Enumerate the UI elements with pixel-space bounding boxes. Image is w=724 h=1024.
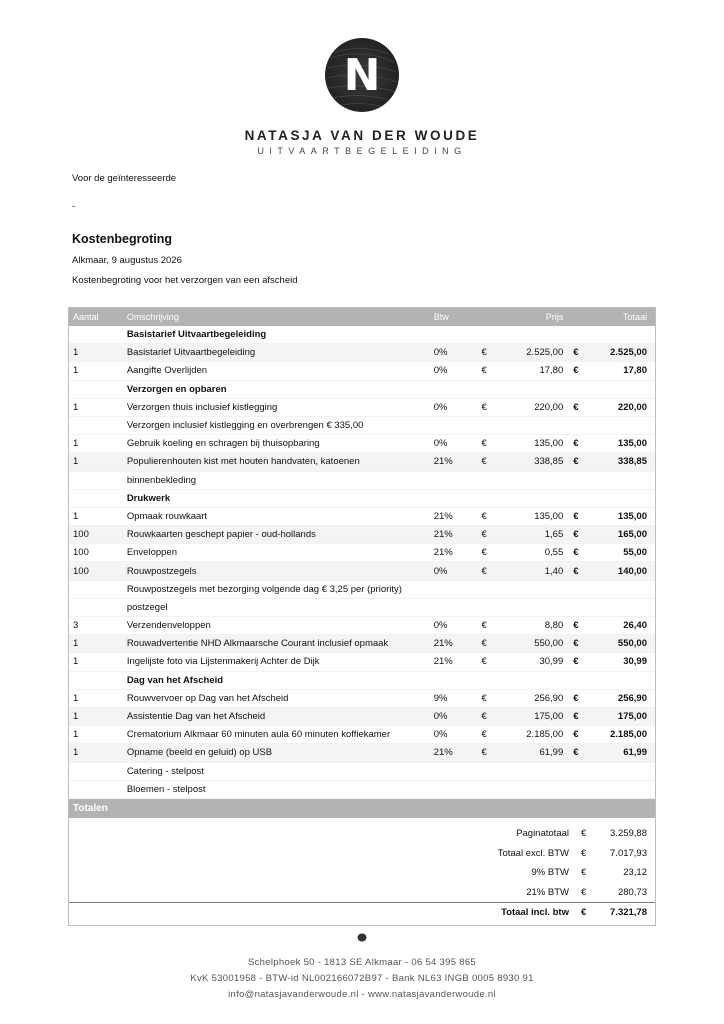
- cell-prijs: 256,90: [534, 692, 564, 704]
- cell-omschrijving: Drukwerk: [126, 492, 171, 504]
- cell-currency: €: [573, 565, 579, 577]
- document-description: Kostenbegroting voor het verzorgen van een afscheid: [72, 275, 298, 286]
- header-aantal: Aantal: [73, 312, 99, 322]
- totals-header: Totalen: [69, 799, 655, 818]
- cell-prijs: 2.185,00: [526, 729, 564, 741]
- cell-omschrijving: Basistarief Uitvaartbegeleiding: [126, 347, 256, 359]
- cell-totaal: 256,90: [617, 692, 647, 704]
- cell-currency: €: [573, 729, 579, 741]
- cell-prijs: 1,65: [544, 529, 564, 541]
- brand-subtitle: UITVAARTBEGELEIDING: [257, 146, 467, 156]
- totals-label: 9% BTW: [531, 867, 569, 879]
- cell-btw: 21%: [433, 547, 453, 559]
- cell-prijs: 175,00: [534, 711, 564, 723]
- table-row: [69, 544, 655, 562]
- cell-prijs: 8,80: [544, 620, 564, 632]
- footer-logo-icon: [357, 933, 367, 942]
- cell-prijs: 135,00: [534, 510, 564, 522]
- footer-registration: KvK 53001958 - BTW-id NL002166072B97 - Bank NL63 INGB 0005 8930 91: [190, 973, 534, 984]
- cost-table: [68, 307, 656, 926]
- cell-omschrijving: Dag van het Afscheid: [126, 674, 224, 686]
- totals-value: 7.017,93: [610, 847, 647, 859]
- table-note-row: [69, 763, 655, 781]
- cell-totaal: 55,00: [623, 547, 647, 559]
- table-row: [69, 562, 655, 580]
- header-totaal: Totaal: [622, 312, 647, 322]
- cell-prijs: 2.525,00: [526, 347, 564, 359]
- cell-prijs: 17,80: [539, 365, 564, 377]
- cell-aantal: 1: [73, 692, 79, 704]
- cell-currency: €: [573, 510, 579, 522]
- cell-omschrijving: Catering - stelpost: [126, 765, 204, 777]
- cell-totaal: 17,80: [623, 365, 647, 377]
- cell-aantal: 1: [73, 638, 79, 650]
- totals-value: 3.259,88: [610, 828, 647, 840]
- cell-totaal: 220,00: [617, 401, 647, 413]
- totals-row: [69, 882, 655, 902]
- table-row: [69, 635, 655, 653]
- cell-omschrijving: Verzorgen en opbaren: [126, 383, 227, 395]
- recipient: Voor de geïnteresseerde: [72, 173, 177, 184]
- recipient-dash: -: [72, 201, 76, 212]
- cell-currency: €: [481, 365, 487, 377]
- cell-currency: €: [573, 438, 579, 450]
- brand-name: NATASJA VAN DER WOUDE: [244, 128, 480, 143]
- cell-btw: 21%: [433, 456, 453, 468]
- cell-omschrijving: Verzorgen inclusief kistlegging en overbrengen € 335,00: [126, 420, 364, 432]
- cell-currency: €: [573, 656, 579, 668]
- cell-prijs: 1,40: [544, 565, 564, 577]
- cell-currency: €: [481, 729, 487, 741]
- cell-aantal: 100: [73, 547, 89, 559]
- cell-omschrijving: postzegel: [126, 601, 168, 613]
- cell-btw: 21%: [433, 529, 453, 541]
- table-group-row: [69, 490, 655, 508]
- cell-currency: €: [481, 711, 487, 723]
- cell-currency: €: [573, 456, 579, 468]
- cell-prijs: 135,00: [534, 438, 564, 450]
- cell-currency: €: [481, 547, 487, 559]
- cell-currency: €: [481, 529, 487, 541]
- cell-currency: €: [481, 692, 487, 704]
- cell-omschrijving: Populierenhouten kist met houten handvaten, katoenen: [126, 456, 360, 468]
- table-note-row: [69, 781, 655, 799]
- cell-totaal: 2.185,00: [610, 729, 647, 741]
- cell-btw: 0%: [433, 401, 448, 413]
- cell-omschrijving: Verzendenveloppen: [126, 620, 211, 632]
- cell-currency: €: [573, 747, 579, 759]
- table-note-row: [69, 472, 655, 490]
- table-row: [69, 617, 655, 635]
- cell-btw: 9%: [433, 692, 448, 704]
- table-row: [69, 435, 655, 453]
- cell-totaal: 2.525,00: [610, 347, 647, 359]
- cell-totaal: 140,00: [617, 565, 647, 577]
- logo-emblem: [325, 38, 399, 112]
- totals-row: [69, 824, 655, 844]
- table-header: [69, 308, 655, 326]
- table-row: [69, 453, 655, 471]
- cell-currency: €: [573, 529, 579, 541]
- totals-value: 23,12: [623, 867, 647, 879]
- cell-totaal: 61,99: [623, 747, 647, 759]
- cell-currency: €: [481, 638, 487, 650]
- table-note-row: [69, 417, 655, 435]
- table-row: [69, 344, 655, 362]
- cell-aantal: 1: [73, 347, 79, 359]
- table-row: [69, 726, 655, 744]
- cell-omschrijving: Gebruik koeling en schragen bij thuisopbaring: [126, 438, 320, 450]
- footer-contact: info@natasjavanderwoude.nl - www.natasjavanderwoude.nl: [228, 989, 496, 1000]
- table-note-row: [69, 581, 655, 599]
- brand-header: [0, 38, 724, 156]
- cell-omschrijving: Rouwadvertentie NHD Alkmaarsche Courant inclusief opmaak: [126, 638, 389, 650]
- cell-omschrijving: Rouwpostzegels met bezorging volgende dag € 3,25 per (priority): [126, 583, 402, 595]
- cell-btw: 21%: [433, 747, 453, 759]
- cell-totaal: 165,00: [617, 529, 647, 541]
- cell-aantal: 100: [73, 529, 89, 541]
- totals-label: Totaal incl. btw: [501, 906, 569, 918]
- table-row: [69, 362, 655, 380]
- document-date: Alkmaar, 9 augustus 2026: [72, 255, 182, 266]
- cell-btw: 21%: [433, 638, 453, 650]
- cell-omschrijving: Aangifte Overlijden: [126, 365, 208, 377]
- cell-omschrijving: Rouwkaarten geschept papier - oud-hollands: [126, 529, 316, 541]
- cell-totaal: 135,00: [617, 438, 647, 450]
- totals-label: Paginatotaal: [516, 828, 569, 840]
- cell-aantal: 1: [73, 747, 79, 759]
- cell-omschrijving: Verzorgen thuis inclusief kistlegging: [126, 401, 278, 413]
- cell-currency: €: [573, 620, 579, 632]
- cell-btw: 0%: [433, 565, 448, 577]
- table-row: [69, 708, 655, 726]
- totals-section: [69, 818, 655, 926]
- cell-currency: €: [481, 656, 487, 668]
- header-omschrijving: Omschrijving: [126, 312, 179, 322]
- totals-label: 21% BTW: [526, 886, 569, 898]
- cell-omschrijving: Assistentie Dag van het Afscheid: [126, 711, 266, 723]
- document-title: Kostenbegroting: [72, 232, 172, 246]
- totals-currency: €: [581, 847, 587, 859]
- cell-totaal: 175,00: [617, 711, 647, 723]
- cell-omschrijving: Bloemen - stelpost: [126, 783, 206, 795]
- totals-row: [69, 863, 655, 883]
- table-row: [69, 690, 655, 708]
- cell-aantal: 1: [73, 365, 79, 377]
- table-row: [69, 653, 655, 671]
- cell-btw: 0%: [433, 347, 448, 359]
- cell-totaal: 30,99: [623, 656, 647, 668]
- cell-currency: €: [573, 547, 579, 559]
- table-body: [69, 326, 655, 799]
- table-row: [69, 526, 655, 544]
- table-group-row: [69, 326, 655, 344]
- cell-currency: €: [573, 347, 579, 359]
- totals-value: 7.321,78: [610, 906, 647, 918]
- table-note-row: [69, 599, 655, 617]
- totals-label: Totaal excl. BTW: [497, 847, 569, 859]
- totals-currency: €: [581, 867, 587, 879]
- cell-aantal: 1: [73, 510, 79, 522]
- cell-aantal: 1: [73, 401, 79, 413]
- cell-omschrijving: Ingelijste foto via Lijstenmakerij Achter de Dijk: [126, 656, 320, 668]
- cell-omschrijving: Rouwvervoer op Dag van het Afscheid: [126, 692, 289, 704]
- cell-aantal: 1: [73, 711, 79, 723]
- totals-currency: €: [581, 886, 587, 898]
- table-group-row: [69, 672, 655, 690]
- cell-btw: 0%: [433, 365, 448, 377]
- cell-aantal: 1: [73, 729, 79, 741]
- cell-currency: €: [481, 565, 487, 577]
- cell-currency: €: [573, 711, 579, 723]
- cell-aantal: 1: [73, 456, 79, 468]
- header-btw: Btw: [433, 312, 449, 322]
- cell-btw: 0%: [433, 729, 448, 741]
- cell-btw: 21%: [433, 656, 453, 668]
- cell-btw: 0%: [433, 620, 448, 632]
- cell-omschrijving: Crematorium Alkmaar 60 minuten aula 60 minuten koffiekamer: [126, 729, 391, 741]
- table-row: [69, 399, 655, 417]
- header-prijs: Prijs: [545, 312, 564, 322]
- cell-btw: 21%: [433, 510, 453, 522]
- cell-prijs: 0,55: [544, 547, 564, 559]
- totals-value: 280,73: [617, 886, 647, 898]
- cell-prijs: 220,00: [534, 401, 564, 413]
- cell-btw: 0%: [433, 438, 448, 450]
- cell-totaal: 26,40: [623, 620, 647, 632]
- cell-currency: €: [573, 692, 579, 704]
- cell-omschrijving: Basistarief Uitvaartbegeleiding: [126, 329, 267, 341]
- cell-omschrijving: binnenbekleding: [126, 474, 197, 486]
- cell-currency: €: [481, 456, 487, 468]
- cell-currency: €: [481, 347, 487, 359]
- cell-currency: €: [481, 510, 487, 522]
- cell-currency: €: [573, 401, 579, 413]
- cell-prijs: 338,85: [534, 456, 564, 468]
- cell-totaal: 135,00: [617, 510, 647, 522]
- cell-aantal: 1: [73, 438, 79, 450]
- cell-btw: 0%: [433, 711, 448, 723]
- cell-currency: €: [573, 638, 579, 650]
- cell-omschrijving: Opmaak rouwkaart: [126, 510, 208, 522]
- logo-letter: N: [343, 50, 381, 101]
- cell-prijs: 550,00: [534, 638, 564, 650]
- cell-currency: €: [481, 438, 487, 450]
- cell-aantal: 1: [73, 656, 79, 668]
- cell-omschrijving: Opname (beeld en geluid) op USB: [126, 747, 273, 759]
- table-row: [69, 508, 655, 526]
- cell-totaal: 338,85: [617, 456, 647, 468]
- table-group-row: [69, 381, 655, 399]
- grand-total-row: [69, 902, 655, 922]
- footer-address: Schelphoek 50 - 1813 SE Alkmaar - 06 54 395 865: [248, 957, 476, 968]
- cell-prijs: 61,99: [539, 747, 564, 759]
- totals-row: [69, 843, 655, 863]
- totals-currency: €: [581, 906, 587, 918]
- totals-currency: €: [581, 828, 587, 840]
- cell-totaal: 550,00: [617, 638, 647, 650]
- cell-aantal: 100: [73, 565, 89, 577]
- cell-omschrijving: Rouwpostzegels: [126, 565, 197, 577]
- cell-prijs: 30,99: [539, 656, 564, 668]
- cell-currency: €: [481, 747, 487, 759]
- cell-currency: €: [573, 365, 579, 377]
- cell-omschrijving: Enveloppen: [126, 547, 177, 559]
- cell-currency: €: [481, 401, 487, 413]
- cell-aantal: 3: [73, 620, 79, 632]
- table-row: [69, 744, 655, 762]
- cell-currency: €: [481, 620, 487, 632]
- logo-texture: [325, 38, 399, 112]
